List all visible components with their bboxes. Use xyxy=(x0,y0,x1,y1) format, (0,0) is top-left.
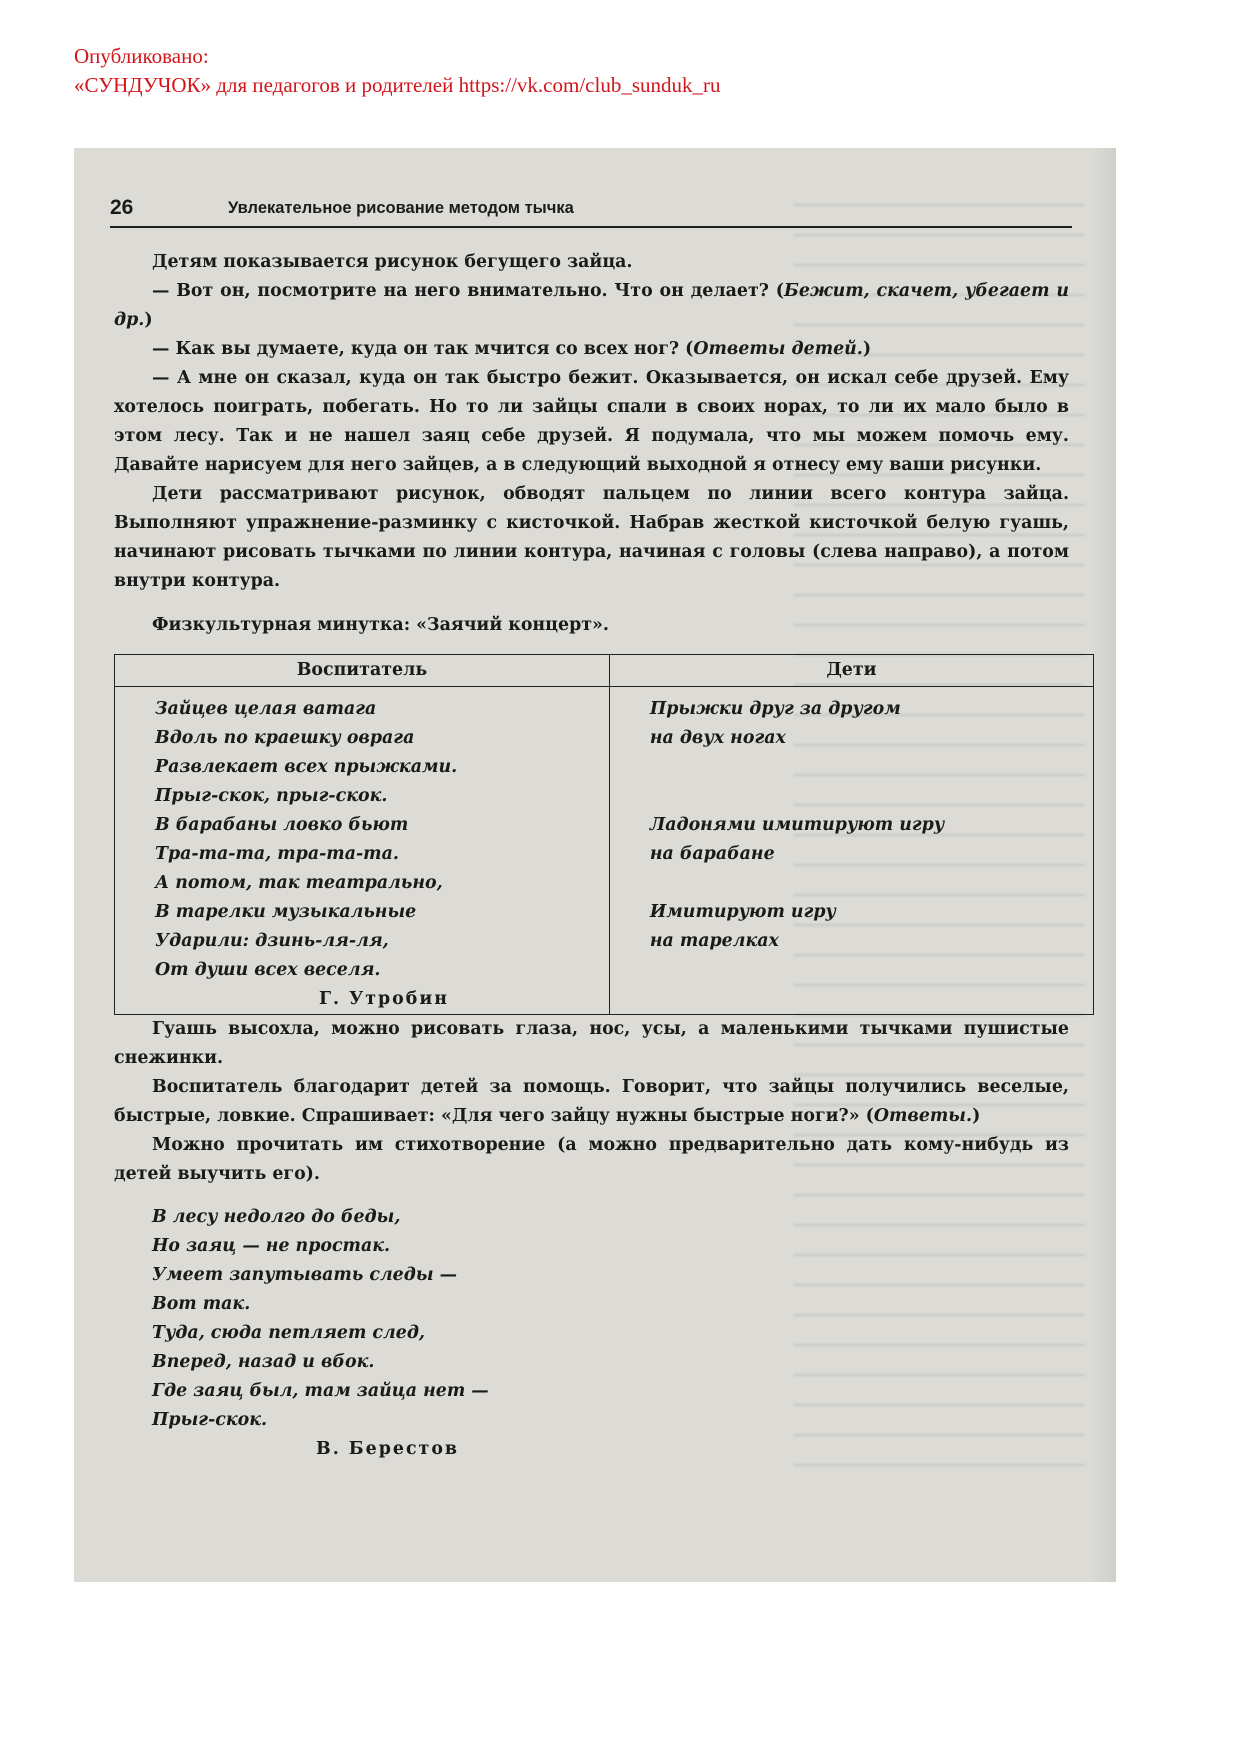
poem xyxy=(114,1203,1069,1464)
verse-author: Г. Утробин xyxy=(319,989,449,1009)
poem-line: Умеет запутывать следы — xyxy=(152,1265,457,1285)
paragraph-question-1 xyxy=(114,277,1069,335)
paragraph-poem-intro: Можно прочитать им стихотворение (а можно предварительно дать кому-нибудь из детей выучить его). xyxy=(114,1135,1069,1184)
poem-line: В лесу недолго до беды, xyxy=(152,1207,401,1227)
verse-line: Зайцев целая ватага xyxy=(155,699,377,719)
children-actions xyxy=(609,687,1093,1015)
publication-source: «СУНДУЧОК» для педагогов и родителей https://vk.com/club_sunduk_ru xyxy=(74,73,721,97)
verse-line: Вдоль по краешку оврага xyxy=(155,728,415,748)
question-text: — Вот он, посмотрите на него внимательно. Что он делает? ( xyxy=(152,281,784,301)
spacer xyxy=(650,753,1093,782)
poem-line: Туда, сюда петляет след, xyxy=(152,1323,425,1343)
exercise-table xyxy=(114,654,1094,1015)
thanks-text: Воспитатель благодарит детей за помощь. Говорит, что зайцы получились веселые, быстрые, ловкие. Спрашивает: «Для чего зайцу нужны быстрые ноги?» ( xyxy=(114,1077,1069,1126)
paren-close: ) xyxy=(972,1106,981,1126)
paragraph-question-2 xyxy=(114,335,1069,364)
spacer xyxy=(650,869,1093,898)
table-row xyxy=(115,687,1094,1015)
paragraph-story: — А мне он сказал, куда он так быстро бежит. Оказывается, он искал себе друзей. Ему хотелось поиграть, побегать. Но то ли зайцы спали в своих норах, то ли их мало было в этом лесу. Так и не нашел заяц себе друзей. Я подумала, что мы можем помочь ему. Давайте нарисуем для него зайцев, а в следующий выходной я отнесу ему ваши рисунки. xyxy=(114,368,1069,475)
paren-close: ) xyxy=(144,310,153,330)
running-header xyxy=(110,196,1072,228)
teacher-verse xyxy=(115,687,610,1015)
paren-close: ) xyxy=(862,339,872,359)
verse-line: Прыг-скок, прыг-скок. xyxy=(155,786,388,806)
action-line: Имитируют игру xyxy=(649,902,836,922)
poem-line: Вперед, назад и вбок. xyxy=(152,1352,375,1372)
verse-line: От души всех веселя. xyxy=(155,960,381,980)
paragraph-gouache: Гуашь высохла, можно рисовать глаза, нос, усы, а маленькими тычками пушистые снежинки. xyxy=(114,1019,1069,1068)
poem-line: Но заяц — не простак. xyxy=(152,1236,391,1256)
action-line: на двух ногах xyxy=(649,728,786,748)
action-line: Ладонями имитируют игру xyxy=(649,815,945,835)
paragraph-teacher-thanks xyxy=(114,1073,1069,1131)
action-line: на барабане xyxy=(649,844,775,864)
poem-author: В. Берестов xyxy=(316,1439,460,1459)
verse-line: А потом, так театрально, xyxy=(155,873,443,893)
verse-line: В барабаны ловко бьют xyxy=(155,815,409,835)
answer-italic: Бежит, скачет, убегает и др. xyxy=(114,281,1069,330)
action-line: Прыжки друг за другом xyxy=(649,699,901,719)
poem-line: Где заяц был, там зайца нет — xyxy=(152,1381,489,1401)
poem-line: Прыг-скок. xyxy=(152,1410,268,1430)
verse-line: Ударили: дзинь-ля-ля, xyxy=(155,931,389,951)
verse-line: Тра-та-та, тра-та-та. xyxy=(155,844,399,864)
answer-italic: Ответы детей. xyxy=(693,339,863,359)
poem-line: Вот так. xyxy=(152,1294,251,1314)
publication-note xyxy=(74,42,721,100)
paragraph-intro: Детям показывается рисунок бегущего зайца. xyxy=(152,252,633,272)
exercise-heading: Физкультурная минутка: «Заячий концерт». xyxy=(152,615,609,635)
page-number: 26 xyxy=(110,196,134,219)
action-line: на тарелках xyxy=(649,931,779,951)
answer-italic: Ответы. xyxy=(873,1106,973,1126)
table-header-row xyxy=(115,655,1094,687)
spacer xyxy=(650,782,1093,811)
scanned-page xyxy=(74,148,1116,1582)
header-children: Дети xyxy=(609,655,1093,687)
verse-line: Развлекает всех прыжками. xyxy=(155,757,458,777)
paragraph-activity: Дети рассматривают рисунок, обводят пальцем по линии всего контура зайца. Выполняют упражнение-разминку с кисточкой. Набрав жесткой кисточкой белую гуашь, начинают рисовать тычками по линии контура, начиная с головы (слева направо), а потом внутри контура. xyxy=(114,484,1069,591)
running-title: Увлекательное рисование методом тычка xyxy=(228,199,574,217)
verse-line: В тарелки музыкальные xyxy=(155,902,417,922)
page-content xyxy=(114,248,1069,1464)
question-text: — Как вы думаете, куда он так мчится со всех ног? ( xyxy=(152,339,694,359)
header-teacher: Воспитатель xyxy=(115,655,610,687)
publication-label: Опубликовано: xyxy=(74,44,209,68)
